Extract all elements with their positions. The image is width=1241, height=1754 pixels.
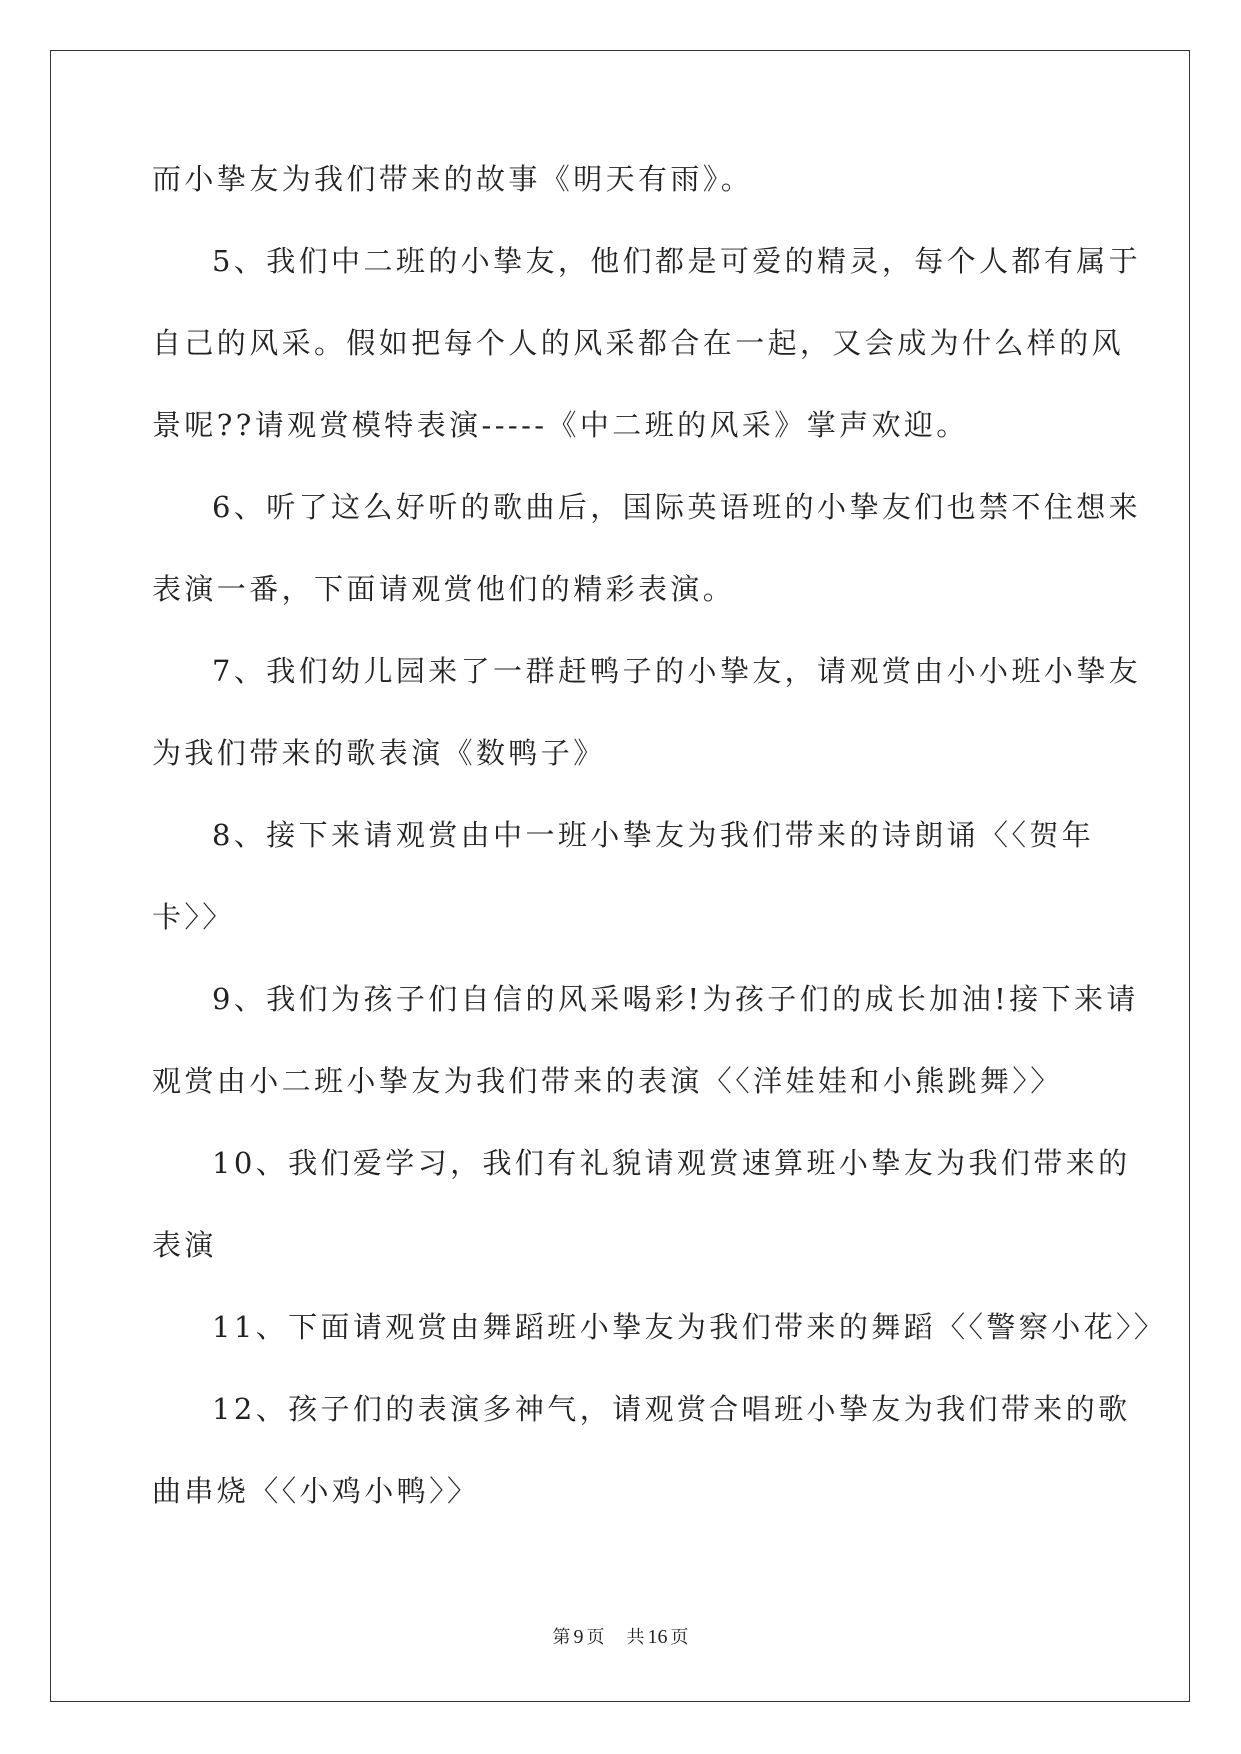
document-body — [152, 160, 1167, 1554]
text-line-4: 景呢??请观赏模特表演-----《中二班的风采》掌声欢迎。 — [152, 408, 969, 442]
page-footer — [0, 1625, 1241, 1650]
text-line-13: 10、我们爱学习，我们有礼貌请观赏速算班小挚友为我们带来的 — [212, 1146, 1131, 1180]
total-suffix: 页 — [670, 1627, 689, 1648]
text-line-3: 自己的风采。假如把每个人的风采都合在一起，又会成为什么样的风 — [152, 326, 1125, 360]
text-line-11: 9、我们为孩子们自信的风采喝彩!为孩子们的成长加油!接下来请 — [212, 982, 1139, 1016]
page-suffix: 页 — [586, 1627, 605, 1648]
text-line-1: 而小挚友为我们带来的故事《明天有雨》。 — [152, 162, 754, 196]
text-line-7: 7、我们幼儿园来了一群赶鸭子的小挚友，请观赏由小小班小挚友 — [212, 654, 1142, 688]
page-prefix: 第 — [552, 1627, 571, 1648]
text-line-2: 5、我们中二班的小挚友，他们都是可爱的精灵，每个人都有属于 — [212, 244, 1142, 278]
total-prefix: 共 — [626, 1627, 645, 1648]
text-line-12: 观赏由小二班小挚友为我们带来的表演〈〈洋娃娃和小熊跳舞〉〉 — [152, 1064, 1063, 1098]
text-line-10: 卡〉〉 — [152, 900, 235, 934]
total-pages: 16 — [647, 1626, 668, 1648]
text-line-14: 表演 — [152, 1228, 217, 1262]
text-line-8: 为我们带来的歌表演《数鸭子》 — [152, 736, 606, 770]
text-line-15: 11、下面请观赏由舞蹈班小挚友为我们带来的舞蹈〈〈警察小花〉〉 — [212, 1310, 1167, 1344]
text-line-5: 6、听了这么好听的歌曲后，国际英语班的小挚友们也禁不住想来 — [212, 490, 1142, 524]
page-number: 9 — [573, 1626, 584, 1648]
text-line-17: 曲串烧〈〈小鸡小鸭〉〉 — [152, 1474, 480, 1508]
text-line-6: 表演一番，下面请观赏他们的精彩表演。 — [152, 572, 736, 606]
text-line-9: 8、接下来请观赏由中一班小挚友为我们带来的诗朗诵〈〈贺年 — [212, 818, 1095, 852]
text-line-16: 12、孩子们的表演多神气，请观赏合唱班小挚友为我们带来的歌 — [212, 1392, 1131, 1426]
